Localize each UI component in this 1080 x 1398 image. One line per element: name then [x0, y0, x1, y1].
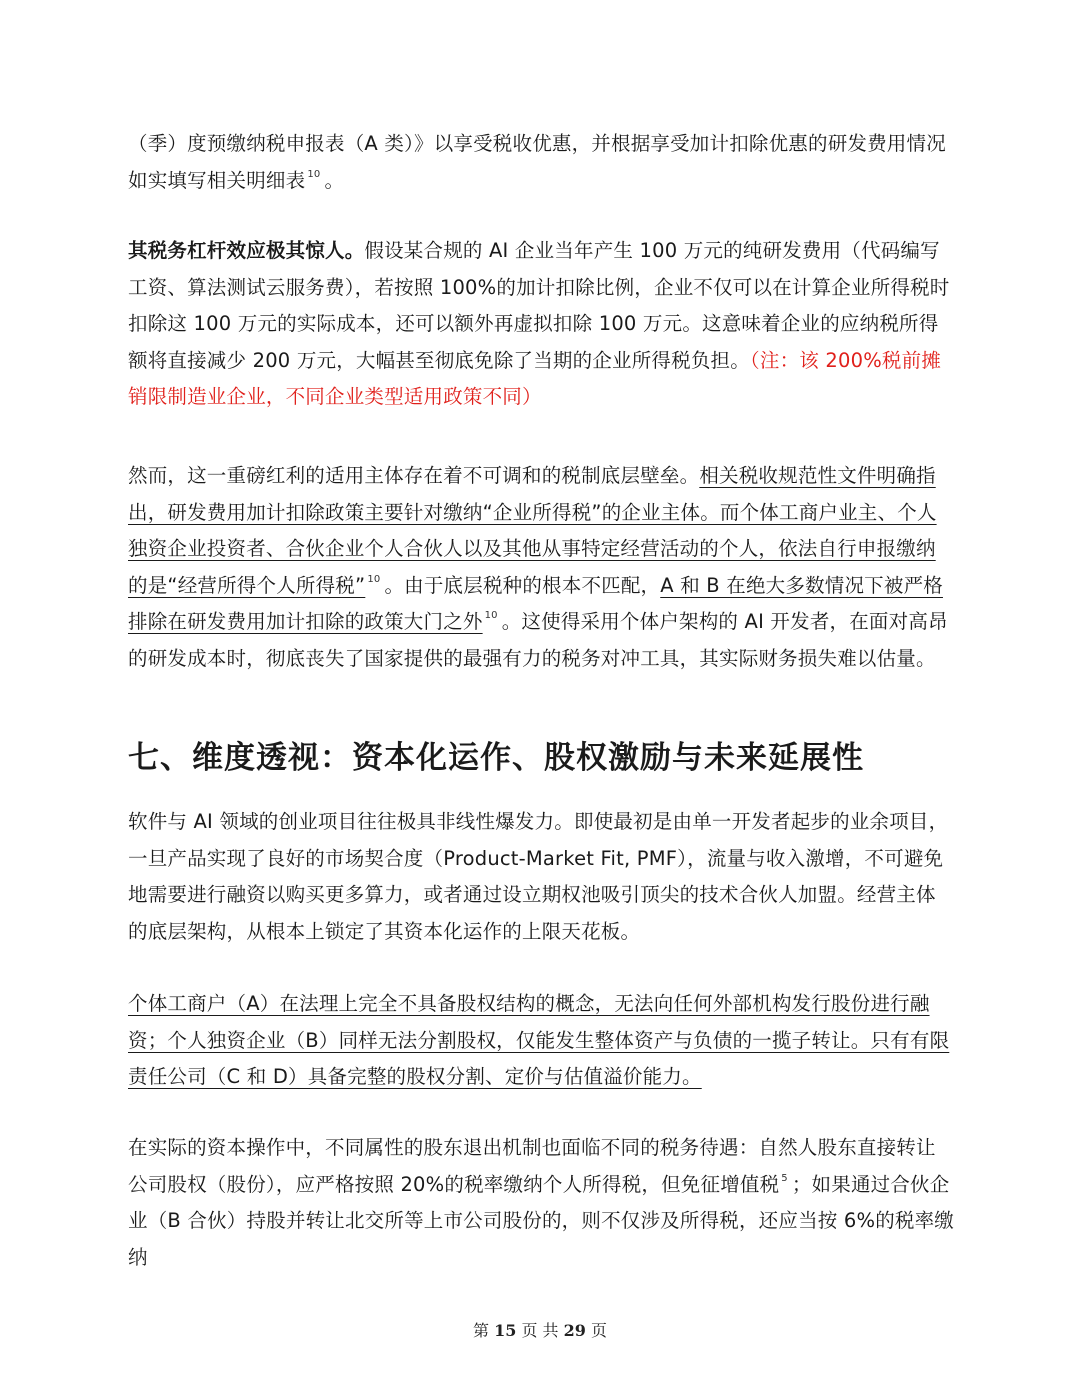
text: （季）度预缴纳税申报表（A 类）》以享受税收优惠，并根据享受加计扣除优惠的研发费用情况 — [128, 132, 946, 155]
text: 如实填写相关明细表 — [128, 168, 306, 192]
section-heading: 七、维度透视：资本化运作、股权激励与未来延展性 — [128, 740, 864, 776]
footnote-ref[interactable]: 5 — [781, 1172, 788, 1184]
text: ；如果通过合伙企业（B 合伙）持股并转让北交所等上市公司股份的，则不仅涉及所得税，还应当按 6%的税率缴纳 — [128, 1172, 955, 1269]
red-note: （注：该 200%税前摊销限制造业企业，不同企业类型适用政策不同） — [128, 348, 942, 408]
current-page-number: 15 — [494, 1321, 517, 1340]
underlined-text: 相关税收规范性文件明确指出，研发费用加计扣除政策主要针对缴纳“企业所得税”的企业主体。而个体工商户业主、个人独资企业投资者、合伙企业个人合伙人以及其他从事特定经营活动的个人，依法自行申报缴纳的是“经营所得个人所得税” — [128, 464, 937, 597]
bold-lead: 其税务杠杆效应极其惊人。 — [128, 239, 365, 262]
text: 软件与 AI 领域的创业项目往往极具非线性爆发力。即使最初是由单一开发者起步的业余项目，一旦产品实现了良好的市场契合度（Product-Market Fit, PMF），流量与收入激增，不可避免地需要进行融资以购买更多算力，或者通过设立期权池吸引顶尖的技术合伙人加盟。经营主体的底层架构，从根本上锁定了其资本化运作的上限天花板。 — [128, 810, 949, 943]
page-footer — [0, 1318, 1080, 1341]
paragraph-exit-mechanism — [128, 1130, 954, 1276]
underlined-text: A 和 B 在绝大多数情况下被严格排除在研发费用加计扣除的政策大门之外 — [128, 573, 943, 633]
footer-text: 页 — [591, 1321, 608, 1340]
text: 。 — [324, 168, 345, 192]
footer-text: 第 — [472, 1321, 489, 1340]
text: 。由于底层税种的根本不匹配， — [384, 573, 661, 597]
footer-text: 页 共 — [521, 1321, 559, 1340]
footnote-ref[interactable]: 10 — [307, 168, 321, 180]
text: 然而，这一重磅红利的适用主体存在着不可调和的税制底层壁垒。 — [128, 464, 700, 487]
paragraph-filing-continuation — [128, 126, 954, 199]
underlined-text: 个体工商户（A）在法理上完全不具备股权结构的概念，无法向任何外部机构发行股份进行融资；个人独资企业（B）同样无法分割股权，仅能发生整体资产与负债的一揽子转让。只有有限责任公司（C 和 D）具备完整的股权分割、定价与估值溢价能力。 — [128, 992, 950, 1088]
text: 假设某合规的 AI 企业当年产生 100 万元的纯研发费用（代码编写工资、算法测试云服务费），若按照 100%的加计扣除比例，企业不仅可以在计算企业所得税时扣除这 100 万元的实际成本，还可以额外再虚拟扣除 100 万元。这意味着企业的应纳税所得额将直接减少 200 万元，大幅甚至彻底免除了当期的企业所得税负担。 — [128, 239, 950, 372]
text: 。这使得采用个体户架构的 AI 开发者，在面对高昂的研发成本时，彻底丧失了国家提供的最强有力的税务对冲工具，其实际财务损失难以估量。 — [128, 610, 948, 670]
text: 在实际的资本操作中，不同属性的股东退出机制也面临不同的税务待遇：自然人股东直接转让公司股权（股份），应严格按照 20%的税率缴纳个人所得税，但免征增值税 — [128, 1136, 936, 1196]
paragraph-equity-structure — [128, 986, 954, 1096]
footnote-ref[interactable]: 10 — [484, 610, 498, 621]
total-page-number: 29 — [563, 1321, 586, 1340]
paragraph-capitalization — [128, 804, 954, 950]
paragraph-tax-barrier — [128, 458, 954, 677]
footnote-ref[interactable]: 10 — [367, 573, 381, 585]
paragraph-tax-leverage — [128, 233, 954, 416]
